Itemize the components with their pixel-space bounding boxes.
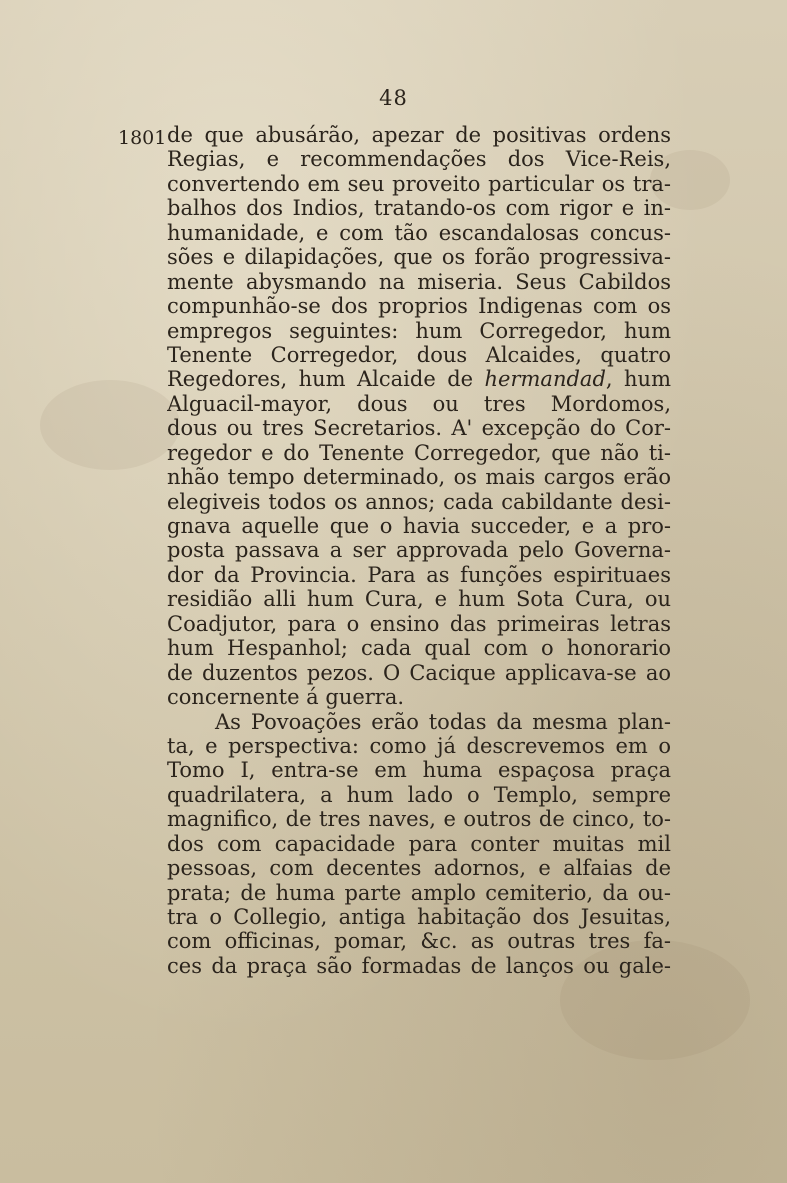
text-line: residião alli hum Cura, e hum Sota Cura, ou	[167, 587, 671, 612]
text-line: Regias, e recommendações dos Vice-Reis,	[167, 147, 671, 172]
text-line: quadrilatera, a hum lado o Templo, sempre	[167, 782, 671, 807]
text-line: gnava aquelle que o havia succeder, e a pro-	[167, 514, 671, 538]
text-line: dous ou tres Secretarios. A' excepção do Cor-	[167, 416, 671, 441]
text-line: balhos dos Indios, tratando-os com rigor e in-	[167, 196, 671, 221]
text-line: hum Hespanhol; cada qual com o honorario	[167, 636, 671, 661]
text-line: prata; de huma parte amplo cemiterio, da ou-	[167, 880, 671, 905]
text-segment: , hum	[605, 367, 671, 392]
text-line: pessoas, com decentes adornos, e alfaias de	[167, 856, 671, 881]
margin-year: 1801	[118, 127, 167, 149]
text-line: dor da Provincia. Para as funções espirituaes	[167, 562, 671, 587]
paper-stain	[40, 380, 180, 470]
text-line: concernente á guerra.	[167, 685, 405, 710]
page-number: 48	[379, 86, 408, 110]
text-line: Tenente Corregedor, dous Alcaides, quatro	[167, 342, 671, 367]
text-line: posta passava a ser approvada pelo Governa-	[167, 538, 671, 563]
text-line: Tomo I, entra-se em huma espaçosa praça	[167, 758, 671, 783]
text-line: mente abysmando na miseria. Seus Cabildos	[167, 269, 671, 294]
italic-term: hermandad	[484, 367, 606, 392]
text-line: Alguacil-mayor, dous ou tres Mordomos,	[167, 391, 671, 416]
text-line: dos com capacidade para conter muitas mil	[167, 831, 671, 856]
text-line: As Povoações erão todas da mesma plan-	[215, 709, 671, 734]
text-line: tra o Collegio, antiga habitação dos Jesuitas,	[167, 905, 671, 929]
text-line: humanidade, e com tão escandalosas concus-	[167, 220, 671, 245]
text-line: elegiveis todos os annos; cada cabildante desi-	[167, 489, 671, 514]
text-line: regedor e do Tenente Corregedor, que não ti-	[167, 440, 671, 465]
text-line: empregos seguintes: hum Corregedor, hum	[167, 318, 671, 343]
text-segment: Regedores, hum Alcaide de	[167, 367, 485, 392]
text-line: de duzentos pezos. O Cacique applicava-se ao	[167, 660, 671, 685]
text-line: com officinas, pomar, &c. as outras tres fa-	[167, 929, 671, 954]
text-line: de que abusárão, apezar de positivas ordens	[167, 123, 671, 147]
text-line: sões e dilapidações, que os forão progressiva-	[167, 245, 671, 270]
text-line: ta, e perspectiva: como já descrevemos em o	[167, 733, 671, 758]
text-line: magnifico, de tres naves, e outros de cinco, to-	[167, 807, 671, 832]
text-line: nhão tempo determinado, os mais cargos erão	[167, 465, 671, 490]
text-line: ces da praça são formadas de lanços ou gale-	[167, 953, 671, 978]
text-line: Coadjutor, para o ensino das primeiras letras	[167, 611, 671, 636]
text-line: compunhão-se dos proprios Indigenas com os	[167, 294, 671, 319]
text-line: convertendo em seu proveito particular os tra-	[167, 171, 671, 196]
text-line-italic	[167, 367, 671, 391]
body-text	[167, 123, 671, 978]
